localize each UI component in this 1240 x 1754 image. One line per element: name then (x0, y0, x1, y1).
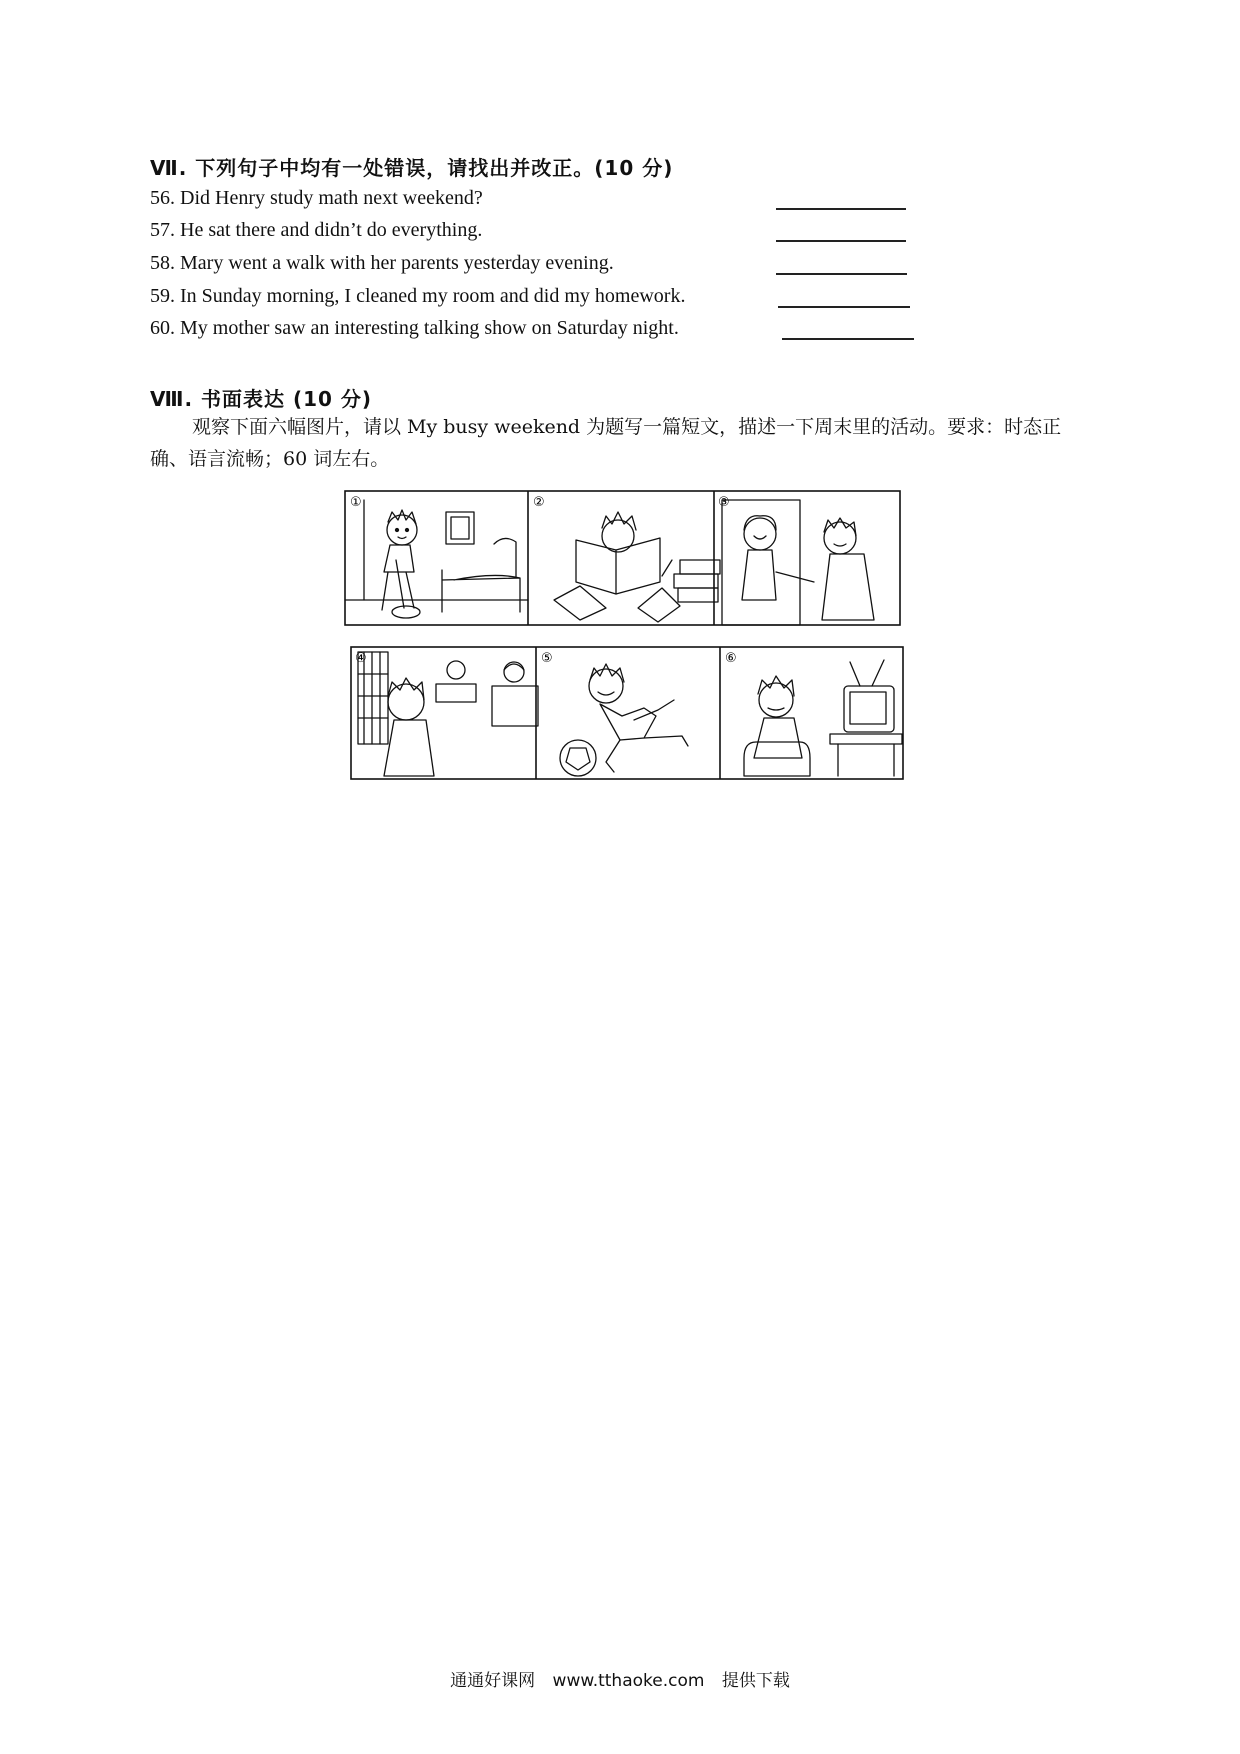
question-58: 58. Mary went a walk with her parents yesterday evening. (150, 252, 614, 274)
section-8-heading: Ⅷ. 书面表达 (10 分) (150, 387, 373, 411)
writing-instruction (150, 411, 1090, 475)
section-7-heading: Ⅶ. 下列句子中均有一处错误，请找出并改正。(10 分) (150, 156, 674, 180)
panel-1-cleaning-room (345, 500, 528, 618)
panel-number-6: ⑥ (725, 651, 737, 666)
writing-instruction-text: 观察下面六幅图片，请以 My busy weekend 为题写一篇短文，描述一下周末里的活动。要求：时态正确、语言流畅；60 词左右。 (150, 416, 1062, 470)
answer-blank-57[interactable] (776, 240, 906, 242)
question-60: 60. My mother saw an interesting talking show on Saturday night. (150, 317, 679, 339)
panel-6-watching-tv (744, 660, 902, 776)
panel-row-2-frame (351, 647, 903, 779)
footer-site-name: 通通好课网 (450, 1671, 536, 1691)
question-57: 57. He sat there and didn’t do everything. (150, 219, 483, 241)
panel-number-1: ① (350, 495, 362, 510)
page-footer (0, 1666, 1240, 1691)
panel-number-2: ② (533, 495, 545, 510)
panel-number-3: ③ (718, 495, 730, 510)
question-56: 56. Did Henry study math next weekend? (150, 187, 483, 209)
six-panel-illustration (344, 490, 904, 780)
panel-3-visiting-friend (722, 500, 874, 625)
answer-blank-56[interactable] (776, 208, 906, 210)
footer-suffix: 提供下载 (721, 1671, 790, 1691)
panel-number-4: ④ (355, 651, 367, 666)
panel-5-playing-soccer (560, 664, 688, 776)
panel-2-doing-homework (554, 512, 720, 622)
footer-url[interactable]: www.tthaoke.com (552, 1671, 705, 1691)
panel-number-5: ⑤ (541, 651, 553, 666)
question-59: 59. In Sunday morning, I cleaned my room and did my homework. (150, 285, 686, 307)
panel-4-library (358, 652, 538, 776)
answer-blank-59[interactable] (778, 306, 910, 308)
answer-blank-58[interactable] (776, 273, 907, 275)
answer-blank-60[interactable] (782, 338, 914, 340)
panel-row-1-frame (345, 491, 900, 625)
